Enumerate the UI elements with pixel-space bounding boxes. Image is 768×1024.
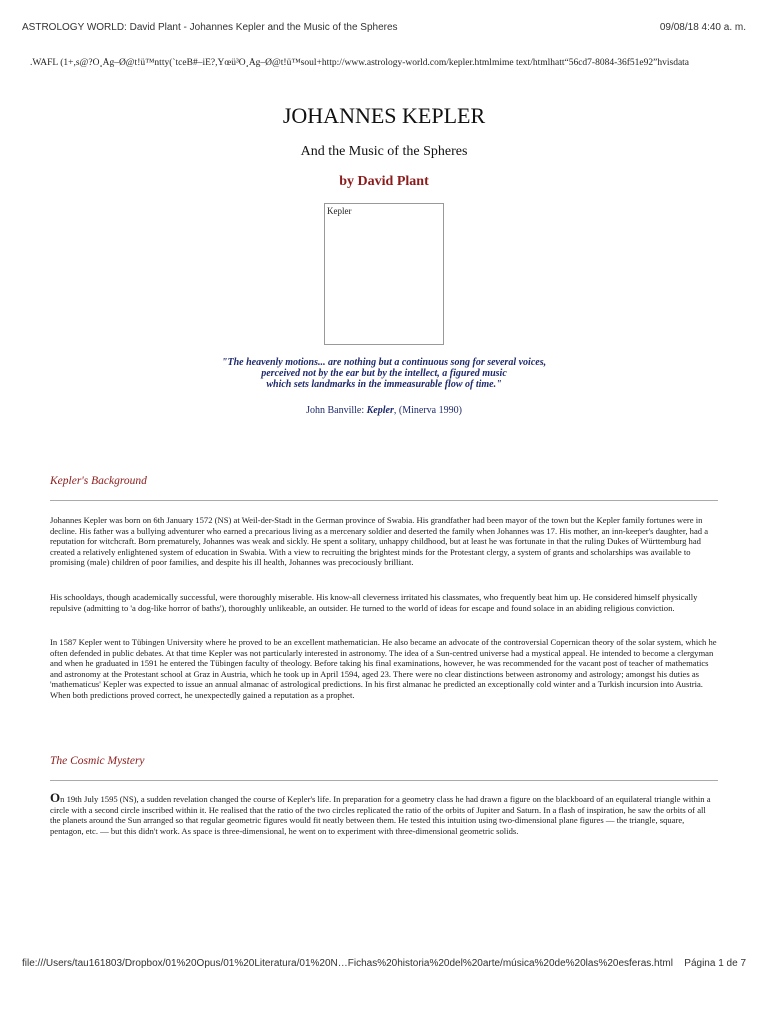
quote-line: "The heavenly motions... are nothing but a continuous song for several voices, [221,357,547,368]
quote-line: which sets landmarks in the immeasurable flow of time." [266,379,502,390]
citation-publisher: , (Minerva 1990) [393,405,462,416]
image-alt-text: Kepler [327,206,352,216]
quote-citation [0,405,768,416]
page-title: JOHANNES KEPLER [282,103,486,128]
garbled-metadata-line: .WAFL (1+,s@?Ó¸Åg–Ø@t!ü™ntty(`tceB#–iÈ?,Ýœü³Ó¸Åg–Ø@t!ü™soul+http://www.astrology-world.com/kepler.htmlmime text/htmlhatt“56cd7-8084-36f51e92”hvisdata [30,58,690,68]
paragraph [50,790,718,836]
paragraph: In 1587 Kepler went to Tübingen University where he proved to be an excellent mathematician. He also became an advocate of the controversial Copernican theory of the solar system, which he often defended in public debates. At that time Kepler was not particularly interested in astronomy. The idea of a Sun-centred universe had a mystical appeal. He intended to become a clergyman and when he graduated in 1591 he entered the Tübingen faculty of theology. Before taking his final examinations, however, he was recommended for the vacant post of teacher of mathematics and astronomy at the Protestant school at Graz in Austria, which he took up in April 1594, aged 23. There were no clear distinctions between astronomy and astrology; amongst his duties as 'mathematicus' Kepler was expected to issue an annual almanac of astrological predictions. In his first almanac he predicted an exceptionally cold winter and a Turkish incursion into Austria. When both predictions proved correct, he unexpectedly gained a reputation as a prophet. [50,637,717,700]
paragraph-text: n 19th July 1595 (NS), a sudden revelation changed the course of Kepler's life. In preparation for a geometry class he had drawn a figure on the blackboard of an equilateral triangle within a circle with a second circle inscribed within it. He realised that the ratio of the two circles replicated the ratio of the orbits of Jupiter and Saturn. In a flash of inspiration, he saw the orbits of all the planets around the Sun arranged so that regular geometric figures would fit neatly between them. He tested this intuition using two-dimensional plane figures — the triangle, square, pentagon, etc. — but this didn't work. As space is three-dimensional, he went on to experiment with three-dimensional geometric solids. [50,794,711,836]
paragraph: His schooldays, though academically successful, were thoroughly miserable. His know-all cleverness irritated his classmates, who frequently beat him up. He considered himself physically repulsive (admitting to 'a dog-like horror of baths'), thoroughly unlikeable, an outsider. He turned to the world of ideas for escape and found solace in an abiding religious conviction. [50,592,698,613]
section-divider [50,500,718,501]
section-divider [50,780,718,781]
print-header-title: ASTROLOGY WORLD: David Plant - Johannes Kepler and the Music of the Spheres [22,22,398,33]
print-header-datetime: 09/08/18 4:40 a. m. [659,22,746,33]
drop-cap: O [50,790,61,805]
print-header [22,22,746,36]
page-subtitle: And the Music of the Spheres [300,144,468,159]
print-footer [22,958,746,972]
quote-line: perceived not by the ear but by the intellect, a figured music [261,368,507,379]
print-footer-url: file:///Users/tau161803/Dropbox/01%20Opus/01%20Literatura/01%20N…Fichas%20historia%20del%20arte/música%20de%20las%20esferas.html [22,958,673,969]
citation-author: John Banville: [306,405,367,416]
section-heading-background: Kepler's Background [50,475,147,487]
print-footer-page-number: Página 1 de 7 [684,958,746,969]
paragraph: Johannes Kepler was born on 6th January 1572 (NS) at Weil-der-Stadt in the German province of Swabia. His grandfather had been mayor of the town but the Kepler family fortunes were in decline. His father was a bullying adventurer who earned a precarious living as a mercenary soldier and deserted the family when Johannes was 17. His mother, an inn-keeper's daughter, had a reputation for witchcraft. Born prematurely, Johannes was weak and sickly. He spent a solitary, unhappy childhood, but at least he was fortunate in that the ruling Dukes of Württemburg had created a relatively enlightened system of education in Swabia. With a view to recruiting the brightest minds for the Protestant clergy, a system of grants and scholarships was available to promising (male) children of poor families, and despite his ill health, Johannes was precociously brilliant. [50,515,709,568]
author-byline: by David Plant [339,174,429,189]
citation-work-link[interactable]: Kepler [366,405,394,416]
kepler-portrait-placeholder [324,203,444,345]
epigraph-quote [150,357,618,390]
section-heading-cosmic-mystery: The Cosmic Mystery [50,755,145,767]
